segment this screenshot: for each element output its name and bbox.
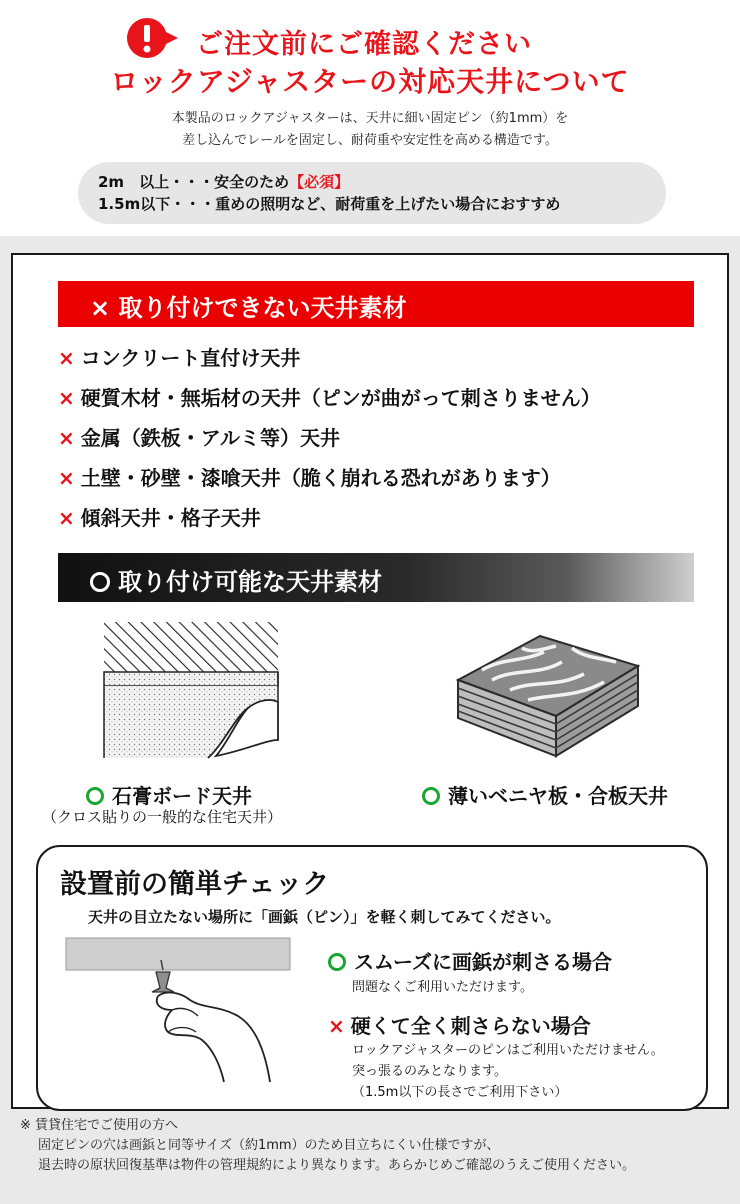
- page-title-line2: ロックアジャスターの対応天井について: [110, 65, 630, 98]
- note-line: 退去時の原状回復基準は物件の管理規約により異なります。あらかじめご確認のうえご使用ください。: [38, 1158, 635, 1173]
- hand-pushpin-illustration: [62, 936, 294, 1086]
- note-line: 固定ピンの穴は画鋲と同等サイズ（約1mm）のため目立ちにくい仕様ですが、: [38, 1138, 500, 1153]
- circle-icon: [86, 787, 104, 805]
- gypsum-board-illustration: [98, 618, 284, 764]
- cross-icon: ×: [58, 506, 75, 530]
- cross-icon: ×: [58, 466, 75, 490]
- list-item: × 金属（鉄板・アルミ等）天井: [58, 426, 340, 450]
- check-title: 設置前の簡単チェック: [60, 869, 330, 900]
- exclamation-icon: [126, 16, 178, 62]
- cross-icon: ×: [328, 1014, 345, 1038]
- guidance-line-2m: 2m 以上・・・安全のため【必須】: [98, 173, 350, 191]
- ok-text: 問題なくご利用いただけます。: [352, 980, 533, 995]
- plywood-label: 薄いベニヤ板・合板天井: [422, 780, 668, 809]
- gypsum-board-sublabel: （クロス貼りの一般的な住宅天井）: [42, 808, 283, 826]
- not-suitable-list: [58, 342, 698, 542]
- ng-text: [352, 1040, 664, 1103]
- cross-icon: ×: [58, 386, 75, 410]
- note-line: ※ 賃貸住宅でご使用の方へ: [20, 1118, 179, 1133]
- ok-heading: スムーズに画鋲が刺さる場合: [328, 946, 612, 975]
- circle-icon: [422, 787, 440, 805]
- ng-text-line: ロックアジャスターのピンはご利用いただけません。: [352, 1043, 664, 1058]
- list-item: × コンクリート直付け天井: [58, 346, 301, 370]
- guidance-line-1-5m: 1.5m以下・・・重めの照明など、耐荷重を上げたい場合におすすめ: [98, 195, 561, 213]
- suitable-heading: 取り付け可能な天井素材: [58, 553, 694, 602]
- plywood-illustration: [452, 618, 642, 764]
- ng-text-line: 突っ張るのみとなります。: [352, 1064, 507, 1079]
- length-guidance: [78, 162, 666, 224]
- cross-icon: ×: [58, 346, 75, 370]
- intro-line: 差し込んでレールを固定し、耐荷重や安定性を高める構造です。: [182, 133, 558, 148]
- list-item: × 硬質木材・無垢材の天井（ピンが曲がって刺さりません）: [58, 386, 601, 410]
- gypsum-board-label: 石膏ボード天井: [86, 780, 252, 809]
- ng-text-line: （1.5m以下の長さでご利用下さい）: [352, 1085, 568, 1100]
- circle-icon: [90, 572, 110, 592]
- intro-text: [0, 108, 740, 152]
- not-suitable-heading: × 取り付けできない天井素材: [58, 281, 694, 327]
- required-badge: 【必須】: [289, 173, 350, 191]
- rental-note: [20, 1116, 635, 1176]
- page-title-line1: ご注文前にご確認ください: [196, 29, 532, 60]
- check-description: 天井の目立たない場所に「画鋲（ピン）」を軽く刺してみてください。: [88, 908, 561, 926]
- ng-heading: × 硬くて全く刺さらない場合: [328, 1014, 591, 1038]
- circle-icon: [328, 953, 346, 971]
- cross-icon: ×: [58, 426, 75, 450]
- intro-line: 本製品のロックアジャスターは、天井に細い固定ピン（約1mm）を: [171, 111, 569, 126]
- list-item: × 土壁・砂壁・漆喰天井（脆く崩れる恐れがあります）: [58, 466, 561, 490]
- header-section: [0, 0, 740, 236]
- list-item: × 傾斜天井・格子天井: [58, 506, 261, 530]
